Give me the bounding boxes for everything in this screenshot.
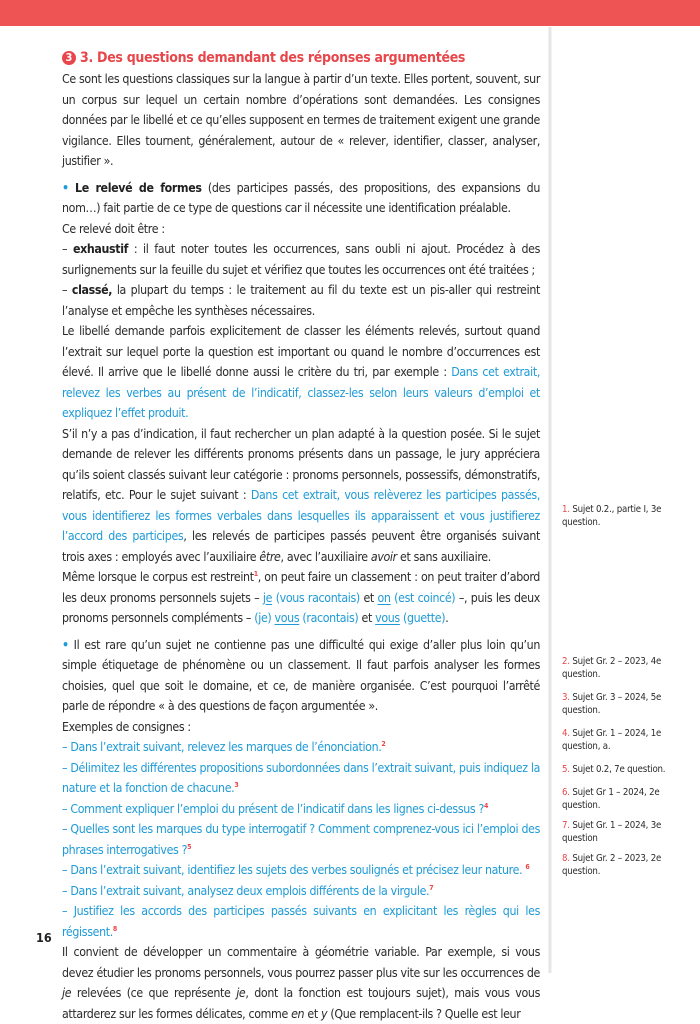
footnote-1: 1. Sujet 0.2., partie I, 3e question.	[562, 504, 662, 528]
footnote-3: 3. Sujet Gr. 3 – 2024, 5e question.	[562, 692, 662, 716]
top-banner	[0, 0, 700, 26]
example-item: – Délimitez les différentes propositions subordonnées dans l’extrait suivant, puis indiquez la nature et la fonction de chacune.$^3$	[62, 760, 540, 795]
footnote-ref[interactable]: 7	[429, 883, 434, 892]
classe-item: – classé, la plupart du temps : le traitement au fil du texte est un pis-aller qui restreint l’analyse et empêche les synthèses nécessaires.	[62, 283, 541, 318]
column-divider	[548, 27, 552, 973]
main-column	[62, 48, 540, 1024]
example-item: – Dans l’extrait suivant, analysez deux emplois différents de la virgule.$^7$	[62, 883, 434, 898]
example-item: – Dans l’extrait suivant, identifiez les sujets des verbes soulignés et précisez leur nature. $^6$	[62, 862, 530, 877]
plan-paragraph: S’il n’y a pas d’indication, il faut rechercher un plan adapté à la question posée. Si le sujet demande de relever les différents pronoms présents dans un passage, le jury appréciera qu’ils soient classés suivant leur catégorie : pronoms personnels, possessifs, démonstratifs, relatifs, etc. Pour le sujet suivant : Dans cet extrait, vous relèverez les participes passés, vous identifierez les formes verbales dans lesquelles ils apparaissent et vous justifierez l’accord des participes, les relevés de participes passés peuvent être organisés suivant trois axes : employés avec l’auxiliaire être, avec l’auxiliaire avoir et sans auxiliaire.	[62, 426, 540, 564]
section-number-badge: 3	[62, 51, 76, 65]
corpus-paragraph: Même lorsque le corpus est restreint$^1$, on peut faire un classement : on peut traiter d’abord les deux pronoms personnels sujets – je (vous racontais) et on (est coincé) –, puis les deux pronoms personnels compléments – (je) vous (racontais) et vous (guette).	[62, 569, 540, 625]
libelle-paragraph: Le libellé demande parfois explicitement de classer les éléments relevés, surtout quand l’extrait sur lequel porte la question est important ou quand le nombre d’occurrences est élevé. Il arrive que le libellé donne aussi le critère du tri, par exemple : Dans cet extrait, relevez les verbes au présent de l’indicatif, classez-les selon leurs valeurs d’emploi et expliquez l’effet produit.	[62, 324, 540, 420]
footnote-7: 7. Sujet Gr. 1 – 2024, 3e question	[562, 820, 662, 844]
footnote-ref[interactable]: 2	[381, 739, 386, 748]
bullet-icon: •	[62, 637, 69, 652]
releve-line: Ce relevé doit être :	[62, 221, 165, 236]
footnote-5: 5. Sujet 0.2, 7e question.	[562, 764, 666, 775]
footnote-ref[interactable]: 1	[253, 569, 258, 578]
footnote-6: 6. Sujet Gr 1 – 2024, 2e question.	[562, 787, 660, 811]
footnote-2: 2. Sujet Gr. 2 – 2023, 4e question.	[562, 656, 662, 680]
example-item: – Dans l’extrait suivant, relevez les marques de l’énonciation.$^2$	[62, 739, 386, 754]
footnote-ref[interactable]: 3	[234, 780, 239, 789]
example-item: – Justifiez les accords des participes passés suivants en explicitant les règles qui les régissent.$^8$	[62, 904, 540, 939]
examples-label: Exemples de consignes :	[62, 719, 191, 734]
example-instruction: Dans cet extrait, relevez les verbes au présent de l’indicatif, classez-les selon leurs valeurs d’emploi et expliquez l’effet produit.	[62, 365, 540, 420]
intro-paragraph: Ce sont les questions classiques sur la langue à partir d’un texte. Elles portent, souvent, sur un corpus sur lequel un certain nombre d’opérations sont demandées. Les consignes données par le libellé et ce qu’elles supposent en termes de traitement exigent une grande vigilance. Elles tournent, généralement, autour de « relever, identifier, classer, analyser, justifier ».	[62, 72, 541, 168]
page-number: 16	[36, 930, 52, 945]
releve-term: Le relevé de formes	[75, 180, 202, 195]
footnote-ref[interactable]: 5	[187, 842, 192, 851]
bullet-icon: •	[62, 180, 69, 195]
example-item: – Comment expliquer l’emploi du présent de l’indicatif dans les lignes ci-dessus ?$^4$	[62, 801, 489, 816]
conclusion-paragraph: Il convient de développer un commentaire à géométrie variable. Par exemple, si vous devez étudier les pronoms personnels, vous pourrez passer plus vite sur les occurrences de je relevées (ce que représente je, dont la fonction est toujours sujet), mais vous vous attarderez sur les formes délicates, comme en et y (Que remplacent-ils ? Quelle est leur	[62, 945, 540, 1021]
example-instruction: Dans cet extrait, vous relèverez les participes passés, vous identifierez les formes verbales dans lesquelles ils apparaissent et vous justifierez l’accord des participes	[62, 488, 540, 543]
footnote-ref[interactable]: 8	[112, 924, 117, 933]
rare-paragraph: • Il est rare qu’un sujet ne contienne pas une difficulté qui exige d’aller plus loin qu’un simple étiquetage de phénomène ou un classement. Il faut parfois analyser les formes choisies, quel que soit le domaine, et ce, de manière organisée. C’est pourquoi l’arrêté parle de répondre « à des questions de façon argumentée ».	[62, 637, 540, 713]
footnote-ref[interactable]: 4	[484, 801, 489, 810]
footnote-4: 4. Sujet Gr. 1 – 2024, 1e question, a.	[562, 728, 662, 752]
footnote-ref[interactable]: 6	[525, 862, 530, 871]
example-item: – Quelles sont les marques du type interrogatif ? Comment comprenez-vous ici l’emploi des phrases interrogatives ?$^5$	[62, 822, 540, 857]
section-title-text: 3. Des questions demandant des réponses argumentées	[80, 50, 466, 66]
releve-paragraph: • Le relevé de formes (des participes passés, des propositions, des expansions du nom…) fait partie de ce type de questions car il nécessite une identification préalable.	[62, 180, 540, 215]
section-title	[62, 48, 540, 68]
exhaustif-item: – exhaustif : il faut noter toutes les occurrences, sans oubli ni ajout. Procédez à des surlignements sur la feuille du sujet et vérifiez que toutes les occurrences ont été traitées ;	[62, 242, 540, 277]
footnote-8: 8. Sujet Gr. 2 – 2023, 2e question.	[562, 853, 662, 877]
